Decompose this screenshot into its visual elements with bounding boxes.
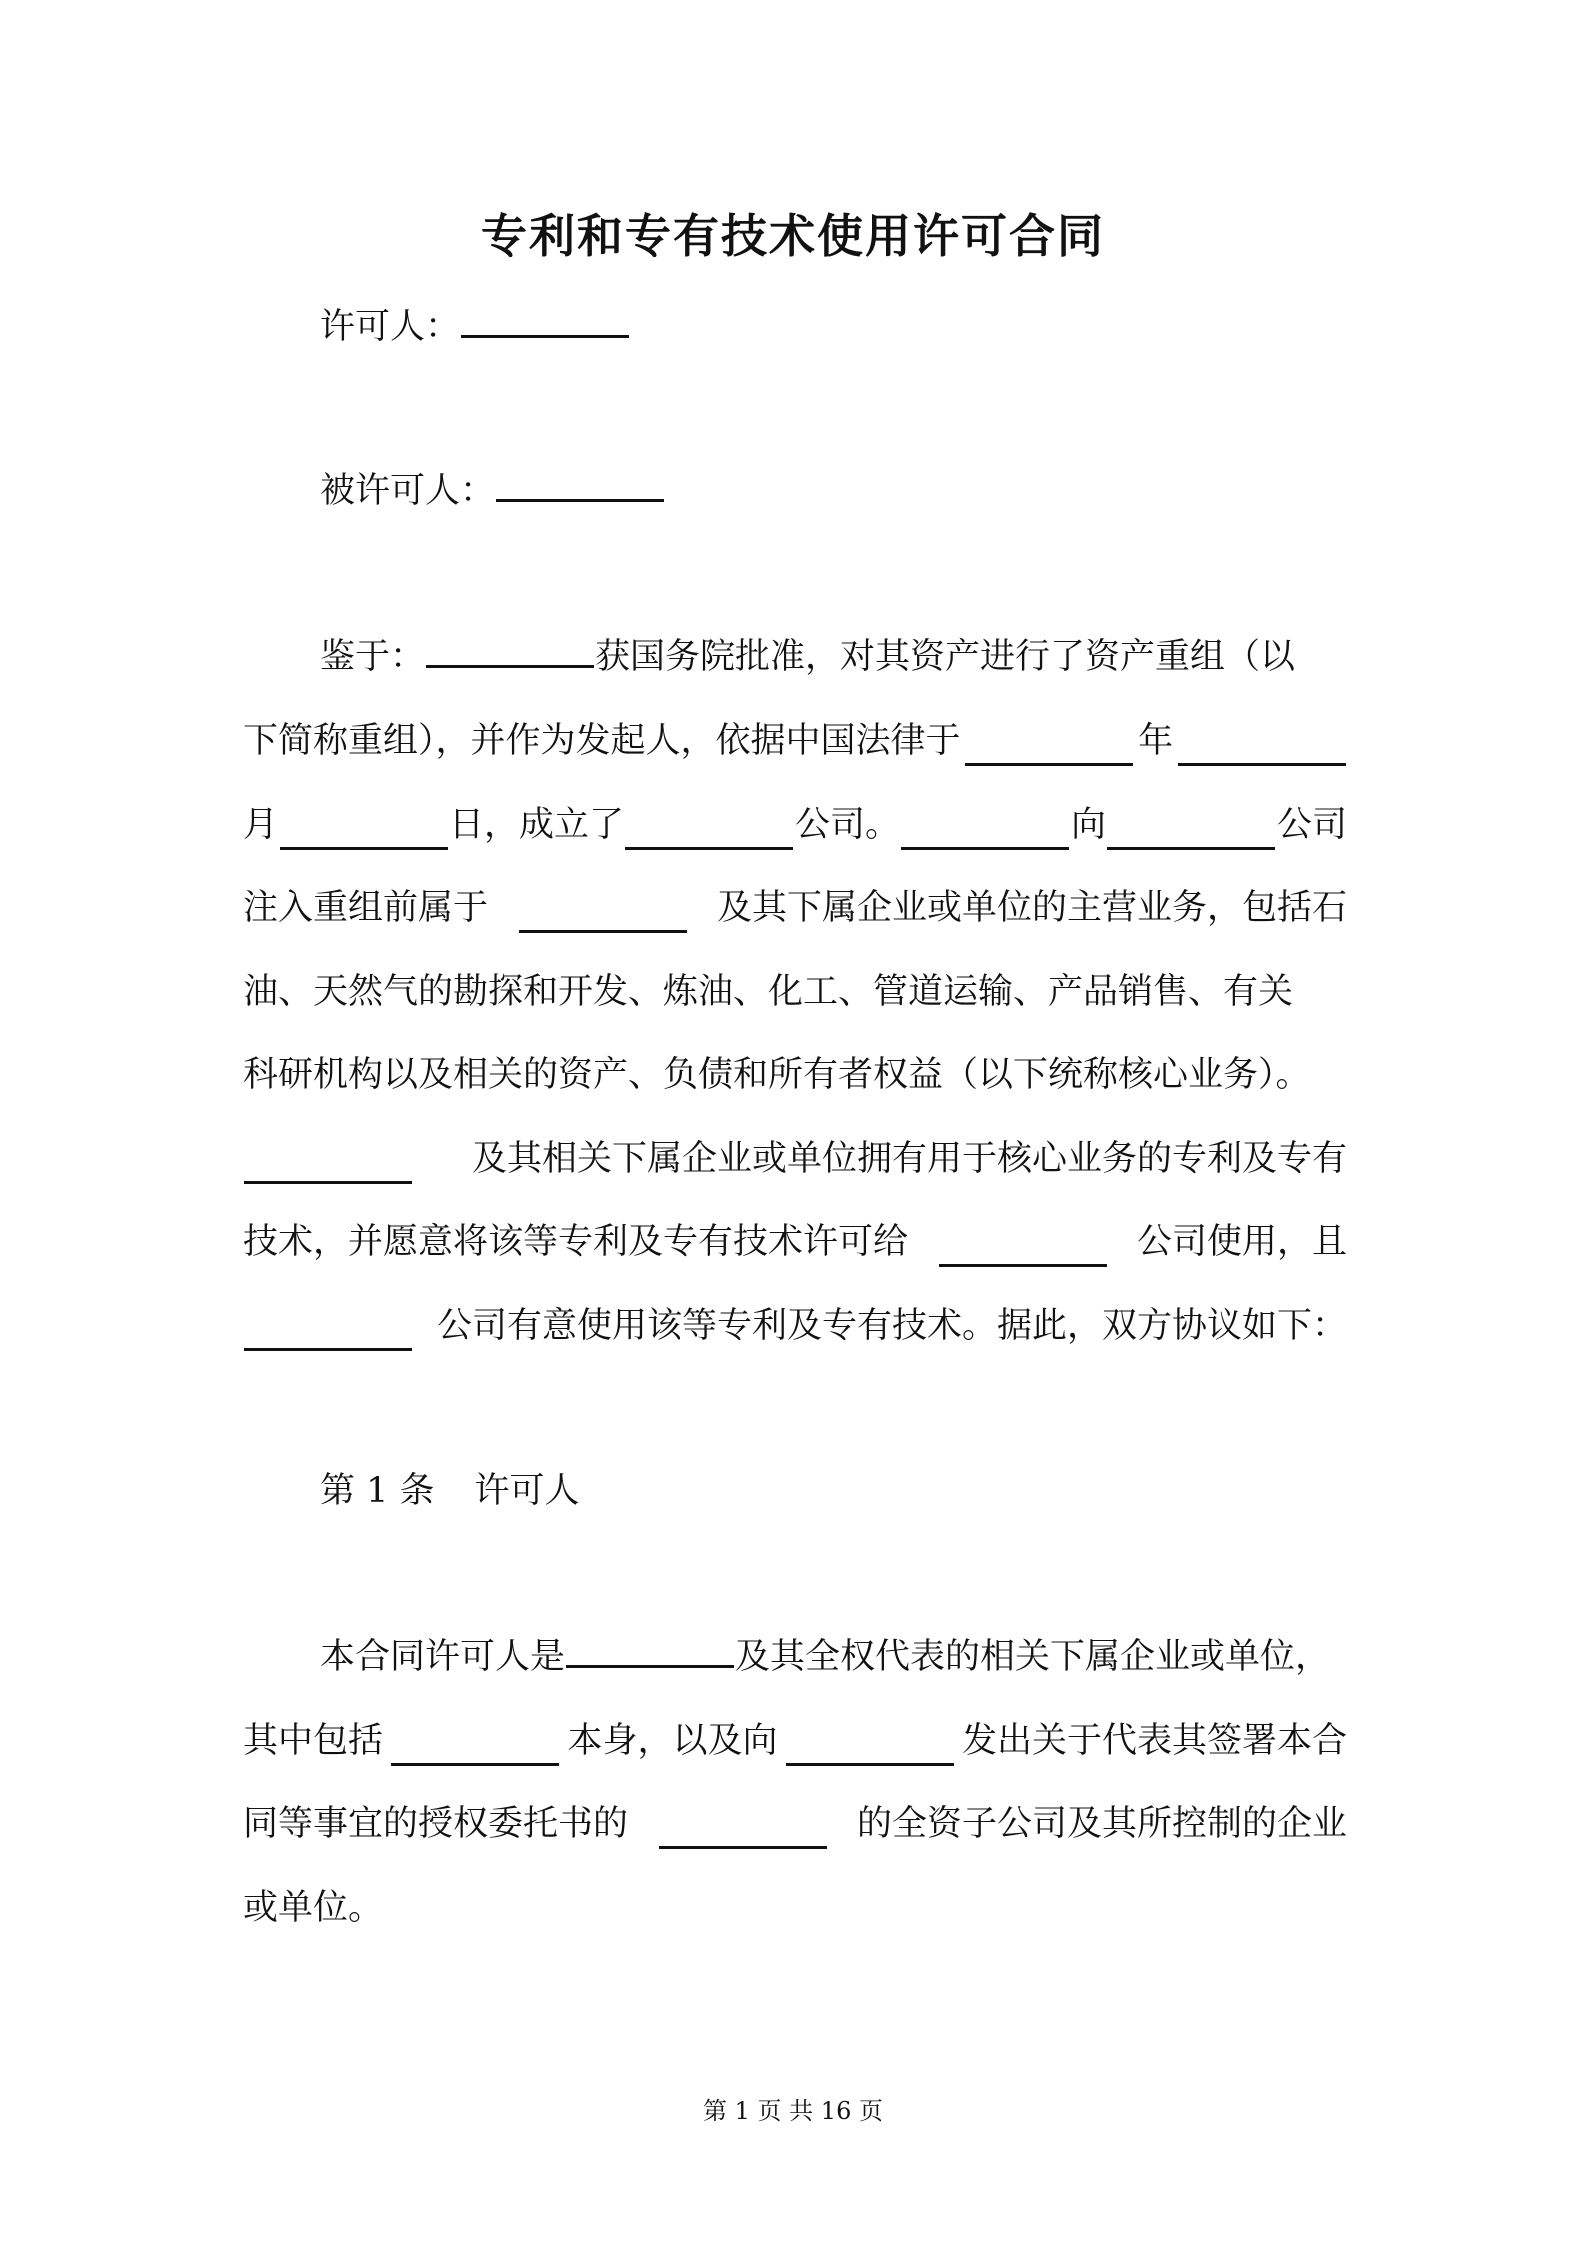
article-heading bbox=[320, 1466, 580, 1516]
recital-text: 日，成立了 bbox=[448, 805, 624, 845]
recital-text: 技术，并愿意将该等专利及专有技术许可给 bbox=[243, 1222, 909, 1262]
licensor-line bbox=[320, 302, 630, 352]
recital-text: 及其相关下属企业或单位拥有用于核心业务的专利及专有 bbox=[471, 1139, 1347, 1179]
licensor-label: 许可人： bbox=[320, 307, 461, 347]
recital-text: 公司。 bbox=[794, 805, 900, 845]
recital-text: 下简称重组），并作为发起人，依据中国法律于 bbox=[243, 721, 961, 761]
recital-text: 注入重组前属于 bbox=[243, 888, 489, 928]
recital-blank bbox=[939, 1234, 1107, 1267]
licensee-line bbox=[320, 466, 665, 516]
recital-text: 公司使用，且 bbox=[1136, 1222, 1347, 1262]
recital-blank bbox=[625, 817, 793, 850]
article-number: 第 1 条 bbox=[320, 1471, 435, 1511]
licensee-label: 被许可人： bbox=[320, 471, 496, 511]
article-text: 本身，以及向 bbox=[567, 1721, 778, 1761]
article-text: 或单位。 bbox=[243, 1888, 384, 1928]
recital-text: 月 bbox=[243, 805, 279, 845]
recital-text: 获国务院批准，对其资产进行了资产重组（以 bbox=[595, 637, 1296, 677]
page-footer: 第 1 页 共 16 页 bbox=[703, 2097, 883, 2125]
recital-blank bbox=[280, 817, 448, 850]
recital-blank bbox=[519, 900, 687, 933]
recital-text: 及其下属企业或单位的主营业务，包括石 bbox=[716, 888, 1347, 928]
recital-line bbox=[243, 1301, 1347, 1351]
article-text: 及其全权代表的相关下属企业或单位， bbox=[735, 1637, 1331, 1677]
article-text: 的全资子公司及其所控制的企业 bbox=[856, 1804, 1347, 1844]
article-line bbox=[243, 1716, 1347, 1766]
recital-blank bbox=[426, 635, 594, 668]
recital-text: 鉴于： bbox=[320, 637, 426, 677]
article-text: 发出关于代表其签署本合 bbox=[961, 1721, 1347, 1761]
article-line bbox=[243, 1883, 383, 1933]
contract-title: 专利和专有技术使用许可合同 bbox=[481, 209, 1105, 263]
article-blank bbox=[391, 1733, 559, 1766]
recital-line bbox=[243, 716, 1347, 766]
recital-blank bbox=[1107, 817, 1275, 850]
article-blank bbox=[659, 1816, 827, 1849]
recital-line bbox=[243, 1217, 1347, 1267]
recital-blank bbox=[965, 733, 1133, 766]
recital-blank bbox=[244, 1318, 412, 1351]
recital-text: 油、天然气的勘探和开发、炼油、化工、管道运输、产品销售、有关 bbox=[243, 972, 1294, 1012]
licensor-blank bbox=[461, 305, 629, 338]
article-blank bbox=[566, 1635, 734, 1668]
recital-line bbox=[243, 1050, 1347, 1100]
recital-text: 公司有意使用该等专利及专有技术。据此，双方协议如下： bbox=[436, 1306, 1347, 1346]
article-text: 本合同许可人是 bbox=[320, 1637, 566, 1677]
recital-blank bbox=[244, 1151, 412, 1184]
recital-line bbox=[320, 632, 1295, 682]
article-title: 许可人 bbox=[474, 1471, 580, 1511]
recital-text: 向 bbox=[1070, 805, 1106, 845]
recital-text: 科研机构以及相关的资产、负债和所有者权益（以下统称核心业务）。 bbox=[243, 1055, 1311, 1095]
recital-line bbox=[243, 883, 1347, 933]
article-text: 其中包括 bbox=[243, 1721, 384, 1761]
recital-blank bbox=[901, 817, 1069, 850]
recital-line bbox=[243, 1134, 1347, 1184]
recital-line bbox=[243, 967, 1347, 1017]
recital-text: 年 bbox=[1138, 721, 1174, 761]
article-line bbox=[243, 1799, 1347, 1849]
recital-blank bbox=[1178, 733, 1346, 766]
article-text: 同等事宜的授权委托书的 bbox=[243, 1804, 629, 1844]
recital-text: 公司 bbox=[1276, 805, 1347, 845]
article-line bbox=[320, 1632, 1330, 1682]
licensee-blank bbox=[496, 469, 664, 502]
recital-line bbox=[243, 800, 1347, 850]
article-blank bbox=[786, 1733, 954, 1766]
